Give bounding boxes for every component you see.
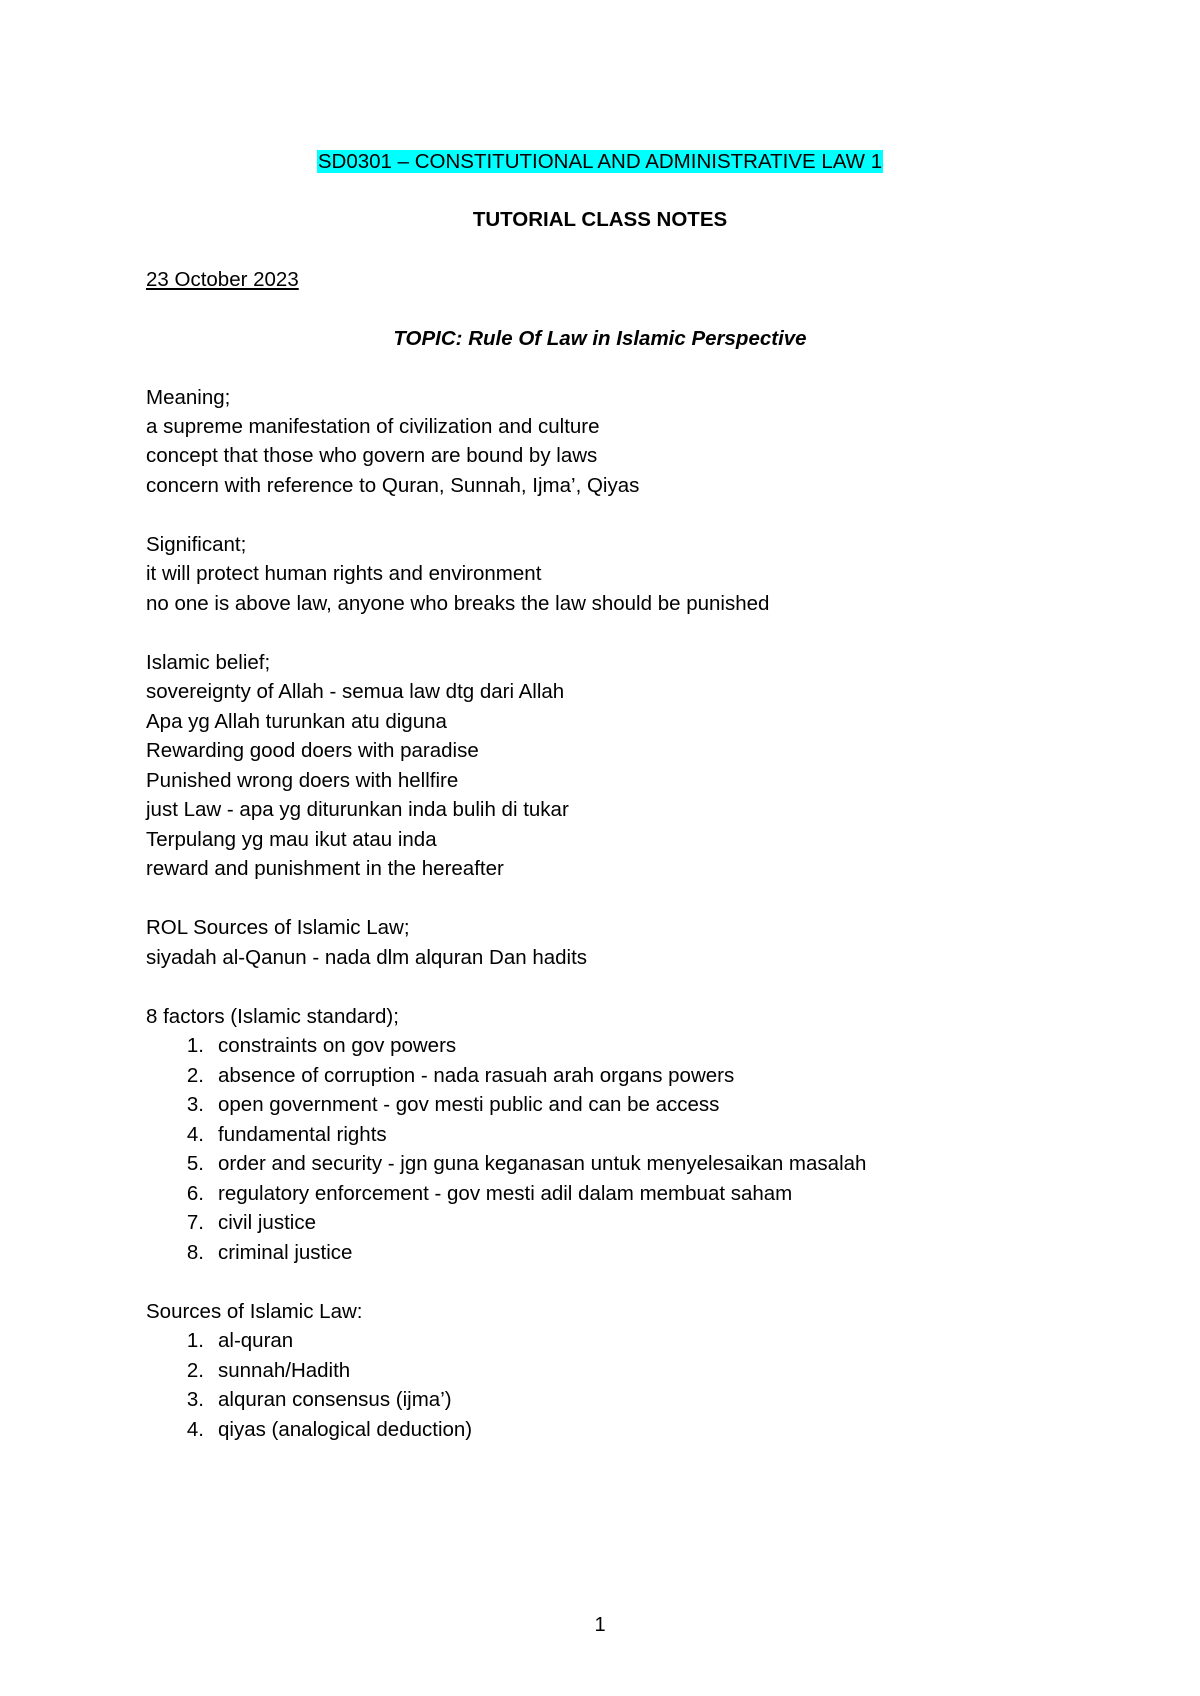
- source-item: alquran consensus (ijma’): [218, 1388, 452, 1411]
- islamic-belief-line: reward and punishment in the hereafter: [146, 857, 504, 880]
- factor-number: 1.: [186, 1034, 204, 1057]
- factor-number: 3.: [186, 1093, 204, 1116]
- rol-sources-heading: ROL Sources of Islamic Law;: [146, 916, 410, 939]
- source-number: 1.: [186, 1329, 204, 1352]
- subtitle: TUTORIAL CLASS NOTES: [472, 208, 728, 231]
- factors-heading: 8 factors (Islamic standard);: [146, 1005, 399, 1028]
- source-number: 2.: [186, 1359, 204, 1382]
- source-number: 3.: [186, 1388, 204, 1411]
- islamic-belief-line: Apa yg Allah turunkan atu diguna: [146, 710, 447, 733]
- course-title-line: [0, 149, 1200, 175]
- factor-item: constraints on gov powers: [218, 1034, 457, 1057]
- factor-item: fundamental rights: [218, 1123, 387, 1146]
- factor-item: regulatory enforcement - gov mesti adil dalam membuat saham: [218, 1182, 793, 1205]
- factor-number: 2.: [186, 1064, 204, 1087]
- factor-number: 7.: [186, 1211, 204, 1234]
- islamic-belief-line: Rewarding good doers with paradise: [146, 739, 479, 762]
- meaning-line: concept that those who govern are bound by laws: [146, 444, 598, 467]
- source-item: qiyas (analogical deduction): [218, 1418, 473, 1441]
- date: 23 October 2023: [146, 268, 299, 291]
- source-number: 4.: [186, 1418, 204, 1441]
- factor-number: 5.: [186, 1152, 204, 1175]
- significant-heading: Significant;: [146, 533, 247, 556]
- islamic-belief-line: Punished wrong doers with hellfire: [146, 769, 459, 792]
- source-item: al-quran: [218, 1329, 294, 1352]
- meaning-line: a supreme manifestation of civilization and culture: [146, 415, 600, 438]
- islamic-belief-line: sovereignty of Allah - semua law dtg dari Allah: [146, 680, 565, 703]
- islamic-belief-line: Terpulang yg mau ikut atau inda: [146, 828, 437, 851]
- source-item: sunnah/Hadith: [218, 1359, 351, 1382]
- meaning-line: concern with reference to Quran, Sunnah, Ijma’, Qiyas: [146, 474, 640, 497]
- significant-line: it will protect human rights and environment: [146, 562, 542, 585]
- factor-item: civil justice: [218, 1211, 316, 1234]
- factor-item: absence of corruption - nada rasuah arah organs powers: [218, 1064, 735, 1087]
- significant-line: no one is above law, anyone who breaks the law should be punished: [146, 592, 770, 615]
- islamic-belief-heading: Islamic belief;: [146, 651, 271, 674]
- sources-heading: Sources of Islamic Law:: [146, 1300, 363, 1323]
- course-title: SD0301 – CONSTITUTIONAL AND ADMINISTRATIVE LAW 1: [317, 150, 883, 173]
- islamic-belief-line: just Law - apa yg diturunkan inda bulih di tukar: [146, 798, 569, 821]
- rol-sources-line: siyadah al-Qanun - nada dlm alquran Dan hadits: [146, 946, 588, 969]
- meaning-heading: Meaning;: [146, 386, 231, 409]
- topic-heading: TOPIC: Rule Of Law in Islamic Perspective: [393, 327, 807, 350]
- factor-number: 8.: [186, 1241, 204, 1264]
- factor-item: order and security - jgn guna keganasan untuk menyelesaikan masalah: [218, 1152, 867, 1175]
- factor-item: criminal justice: [218, 1241, 353, 1264]
- factor-item: open government - gov mesti public and can be access: [218, 1093, 720, 1116]
- factor-number: 6.: [186, 1182, 204, 1205]
- page-number: 1: [594, 1614, 606, 1636]
- factor-number: 4.: [186, 1123, 204, 1146]
